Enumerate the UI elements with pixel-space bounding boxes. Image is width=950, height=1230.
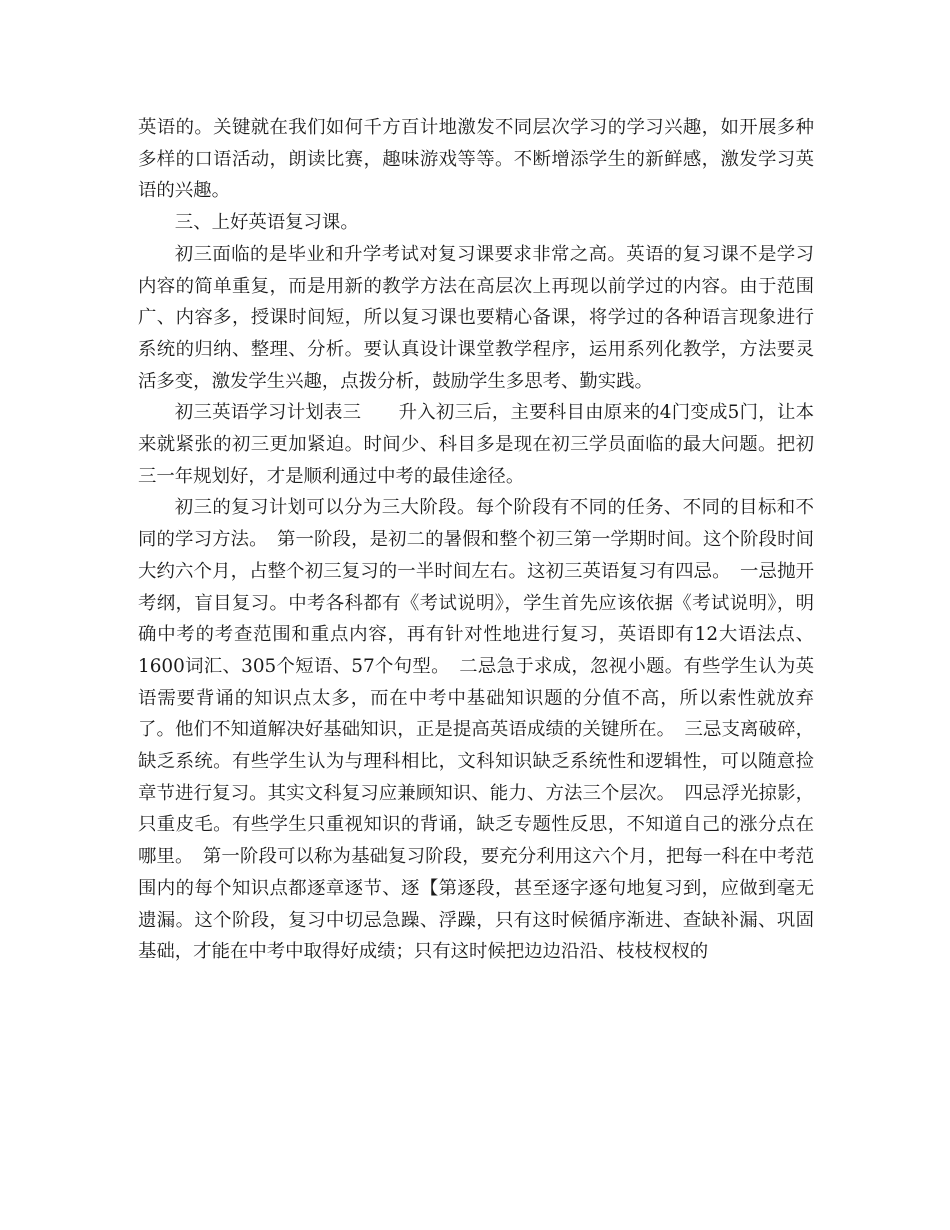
section-heading-review-class: 三、上好英语复习课。 bbox=[174, 212, 359, 234]
paragraph-1: 英语的。关键就在我们如何千方百计地激发不同层次学习的学习兴趣，如开展多种多样的口语活动，朗读比赛，趣味游戏等等。不断增添学生的新鲜感，激发学习英语的兴趣。 bbox=[138, 117, 814, 202]
paragraph-2: 初三面临的是毕业和升学考试对复习课要求非常之高。英语的复习课不是学习内容的简单重复，而是用新的教学方法在高层次上再现以前学过的内容。由于范围广、内容多，授课时间短，所以复习课也要精心备课，将学过的各种语言现象进行系统的归纳、整理、分析。要认真设计课堂教学程序，运用系列化教学，方法要灵活多变，激发学生兴趣，点拨分析，鼓励学生多思考、勤实践。 bbox=[138, 243, 814, 392]
document-body bbox=[138, 112, 814, 968]
paragraph-3: 初三英语学习计划表三 升入初三后，主要科目由原来的4门变成5门，让本来就紧张的初三更加紧迫。时间少、科目多是现在初三学员面临的最大问题。把初三一年规划好，才是顺利通过中考的最佳途径。 bbox=[138, 402, 814, 487]
paragraph-4: 初三的复习计划可以分为三大阶段。每个阶段有不同的任务、不同的目标和不同的学习方法。 第一阶段，是初二的暑假和整个初三第一学期时间。这个阶段时间大约六个月，占整个初三复习的一半时间左右。这初三英语复习有四忌。 一忌抛开考纲，盲目复习。中考各科都有《考试说明》，学生首先应该依据《考试说明》，明确中考的考查范围和重点内容，再有针对性地进行复习，英语即有12大语法点、1600词汇、305个短语、57个句型。 二忌急于求成，忽视小题。有些学生认为英语需要背诵的知识点太多，而在中考中基础知识题的分值不高，所以索性就放弃了。他们不知道解决好基础知识，正是提高英语成绩的关键所在。 三忌支离破碎，缺乏系统。有些学生认为与理科相比，文科知识缺乏系统性和逻辑性，可以随意捡章节进行复习。其实文科复习应兼顾知识、能力、方法三个层次。 四忌浮光掠影，只重皮毛。有些学生只重视知识的背诵，缺乏专题性反思，不知道自己的涨分点在哪里。 第一阶段可以称为基础复习阶段，要充分利用这六个月，把每一科在中考范围内的每个知识点都逐章逐节、逐【第逐段，甚至逐字逐句地复习到，应做到毫无遗漏。这个阶段，复习中切忌急躁、浮躁，只有这时候循序渐进、查缺补漏、巩固基础，才能在中考中取得好成绩；只有这时候把边边沿沿、枝枝杈杈的 bbox=[138, 497, 814, 963]
